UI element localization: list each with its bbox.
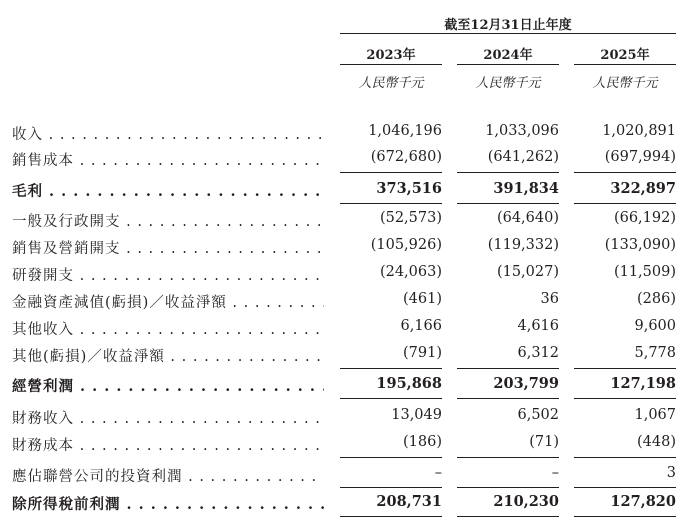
value-2025: (66,192) xyxy=(613,210,676,226)
subtotal-rule xyxy=(340,487,442,488)
row-label: 財務收入 . . . xyxy=(12,407,324,427)
row-label: 財務成本 . . . xyxy=(12,434,324,454)
year-header-rule xyxy=(457,64,559,65)
table-row xyxy=(0,372,696,396)
year-header-2025: 2025年 xyxy=(600,48,650,63)
value-2024: 36 xyxy=(540,291,559,307)
value-2023: (791) xyxy=(403,345,442,361)
table-row xyxy=(0,120,696,144)
unit-label: 人民幣千元 xyxy=(592,76,658,91)
period-title: 截至12月31日止年度 xyxy=(444,18,572,33)
value-2023: (52,573) xyxy=(379,210,442,226)
row-label: 除所得稅前利潤 . . . xyxy=(12,493,324,513)
subtotal-rule xyxy=(457,457,559,458)
value-2025: 322,897 xyxy=(610,180,676,197)
value-2023: (186) xyxy=(403,434,442,450)
value-2025: (133,090) xyxy=(604,237,676,253)
row-label: 金融資產減值(虧損)／收益淨額 . . . xyxy=(12,291,324,311)
final-total-rule xyxy=(340,516,442,517)
total-rule xyxy=(574,398,676,399)
row-label: 一般及行政開支 . . . xyxy=(12,210,324,230)
row-label: 其他收入 . . . xyxy=(12,318,324,338)
value-2025: 127,198 xyxy=(610,375,676,392)
value-2023: (461) xyxy=(403,291,442,307)
table-row xyxy=(0,342,696,366)
value-2024: (71) xyxy=(529,434,559,450)
value-2023: (672,680) xyxy=(370,149,442,165)
row-label: 毛利 . . . xyxy=(12,180,324,200)
value-2024: – xyxy=(551,465,559,481)
value-2023: 13,049 xyxy=(391,407,442,423)
total-rule xyxy=(574,203,676,204)
subtotal-rule xyxy=(340,457,442,458)
table-row xyxy=(0,177,696,201)
value-2024: (15,027) xyxy=(496,264,559,280)
value-2025: 127,820 xyxy=(610,493,676,510)
value-2023: (105,926) xyxy=(370,237,442,253)
final-total-rule xyxy=(457,516,559,517)
year-header-rule xyxy=(574,64,676,65)
subtotal-rule xyxy=(340,172,442,173)
unit-label: 人民幣千元 xyxy=(475,76,541,91)
value-2025: 9,600 xyxy=(634,318,676,334)
table-row xyxy=(0,207,696,231)
subtotal-rule xyxy=(574,172,676,173)
row-label: 收入 . . . xyxy=(12,123,324,143)
subtotal-rule xyxy=(574,457,676,458)
table-row xyxy=(0,288,696,312)
value-2025: 1,067 xyxy=(634,407,676,423)
row-label: 研發開支 . . . xyxy=(12,264,324,284)
subtotal-rule xyxy=(574,487,676,488)
subtotal-rule xyxy=(574,368,676,369)
subtotal-rule xyxy=(457,368,559,369)
value-2025: (697,994) xyxy=(604,149,676,165)
table-row xyxy=(0,261,696,285)
value-2024: 391,834 xyxy=(493,180,559,197)
unit-label: 人民幣千元 xyxy=(358,76,424,91)
subtotal-rule xyxy=(457,172,559,173)
value-2025: (448) xyxy=(637,434,676,450)
value-2024: 203,799 xyxy=(493,375,559,392)
value-2025: 1,020,891 xyxy=(602,123,676,139)
value-2024: (641,262) xyxy=(487,149,559,165)
value-2025: (11,509) xyxy=(613,264,676,280)
year-header-2024: 2024年 xyxy=(483,48,533,63)
value-2024: 210,230 xyxy=(493,493,559,510)
row-label: 銷售及營銷開支 . . . xyxy=(12,237,324,257)
value-2023: 195,868 xyxy=(376,375,442,392)
row-label: 經營利潤 . . . xyxy=(12,375,324,395)
final-total-rule xyxy=(574,516,676,517)
row-label: 其他(虧損)／收益淨額 . . . xyxy=(12,345,324,365)
value-2025: 5,778 xyxy=(634,345,676,361)
total-rule xyxy=(457,203,559,204)
value-2023: – xyxy=(434,465,442,481)
total-rule xyxy=(340,398,442,399)
table-row xyxy=(0,404,696,428)
row-label: 應佔聯營公司的投資利潤 . . . xyxy=(12,465,324,485)
table-row xyxy=(0,234,696,258)
value-2023: 1,046,196 xyxy=(368,123,442,139)
value-2023: (24,063) xyxy=(379,264,442,280)
value-2025: 3 xyxy=(666,465,676,481)
value-2024: 6,502 xyxy=(517,407,559,423)
subtotal-rule xyxy=(340,368,442,369)
value-2023: 6,166 xyxy=(400,318,442,334)
value-2025: (286) xyxy=(637,291,676,307)
year-header-rule xyxy=(340,64,442,65)
total-rule xyxy=(340,203,442,204)
value-2024: 4,616 xyxy=(517,318,559,334)
table-row xyxy=(0,431,696,455)
value-2024: 6,312 xyxy=(517,345,559,361)
value-2023: 373,516 xyxy=(376,180,442,197)
table-row xyxy=(0,146,696,170)
value-2023: 208,731 xyxy=(376,493,442,510)
subtotal-rule xyxy=(457,487,559,488)
value-2024: 1,033,096 xyxy=(485,123,559,139)
row-label: 銷售成本 . . . xyxy=(12,149,324,169)
table-row xyxy=(0,462,696,486)
period-underline xyxy=(340,33,676,34)
table-row xyxy=(0,315,696,339)
total-rule xyxy=(457,398,559,399)
value-2024: (64,640) xyxy=(496,210,559,226)
year-header-2023: 2023年 xyxy=(366,48,416,63)
table-row xyxy=(0,490,696,514)
value-2024: (119,332) xyxy=(487,237,559,253)
